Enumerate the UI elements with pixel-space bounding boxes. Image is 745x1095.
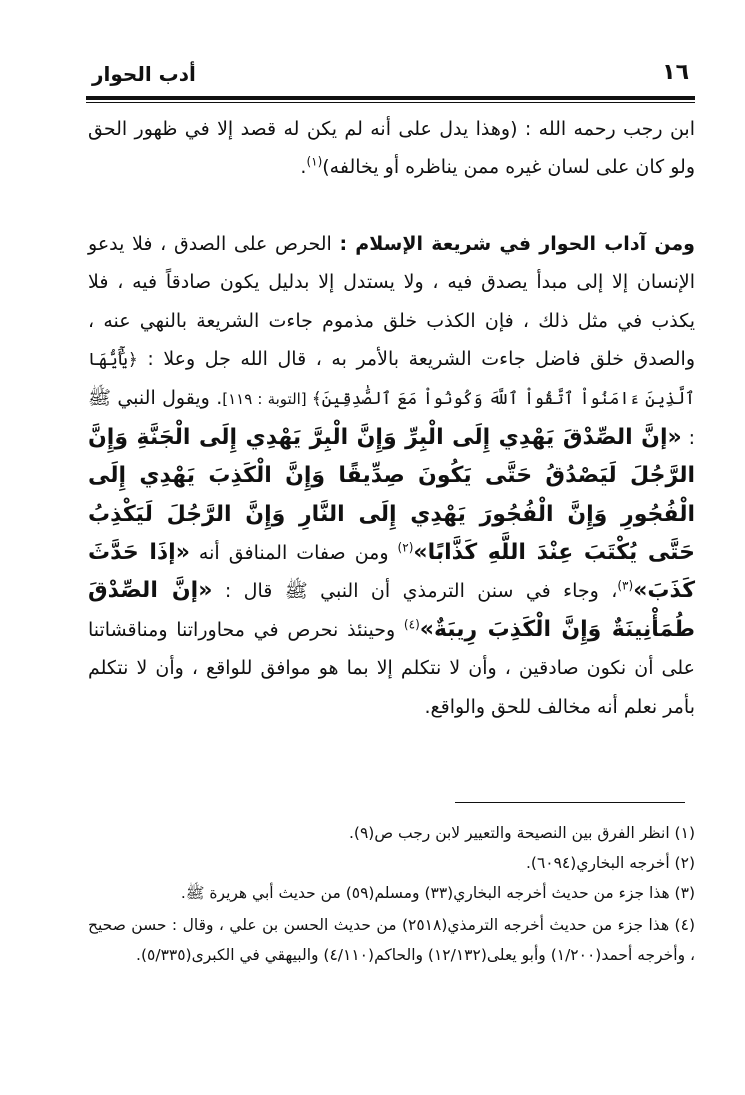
paragraph-2-part-e: وحينئذ نحرص في محاوراتنا ومناقشاتنا على أن نكون صادقين ، وأن لا نتكلم إلا بما هو موافق للواقع ، وأن لا نتكلم بأمر نعلم أنه مخالف للحق والواقع. — [88, 618, 695, 718]
header-rule-thin — [86, 102, 695, 103]
footnote-ref-3: (٣) — [617, 579, 634, 594]
paragraph-1-end: . — [300, 156, 307, 179]
paragraph-1 — [88, 110, 695, 187]
paragraph-2-part-a: الحرص على الصدق ، فلا يدعو الإنسان إلا إلى مبدأ يصدق فيه ، ولا يستدل إلا بدليل يكون صادقاً فيه ، فلا يكذب في مثل ذلك ، فإن الكذب خلق مذموم جاءت الشريعة بالنهي عنه ، والصدق خلق فاضل جاءت الشريعة بالأمر به ، قال الله جل وعلا : — [88, 232, 695, 371]
hadith-3: «إنَّ الصِّدْقَ طُمَأْنِينَةٌ وَإِنَّ الْكَذِبَ رِيبَةٌ» — [88, 578, 695, 642]
footnote-2: (٢) أخرجه البخاري(٦٠٩٤). — [525, 854, 695, 872]
paragraph-2-part-b: . ويقول النبي ﷺ : — [88, 387, 695, 449]
paragraph-2-part-c: ومن صفات المنافق أنه — [189, 542, 398, 565]
paragraph-2 — [88, 225, 695, 726]
paragraph-1-text: ابن رجب رحمه الله : (وهذا يدل على أنه لم يكن له قصد إلا في ظهور الحق ولو كان على لسان غيره ممن يناظره أو يخالفه) — [88, 118, 695, 179]
hadith-2: «إذَا حَدَّثَ كَذَبَ» — [88, 540, 696, 604]
section-lead: ومن آداب الحوار في شريعة الإسلام : — [339, 232, 695, 255]
footnotes — [88, 818, 695, 970]
running-title: أدب الحوار — [92, 62, 196, 86]
paragraph-2-part-d: ، وجاء في سنن الترمذي أن النبي ﷺ قال : — [212, 580, 618, 603]
page-number: ١٦ — [662, 60, 689, 85]
body-text — [88, 110, 695, 726]
quran-reference: [التوبة : ١١٩] — [222, 390, 312, 409]
footnote-3: (٣) هذا جزء من حديث أخرجه البخاري(٣٣) ومسلم(٥٩) من حديث أبي هريرة ﷺ. — [180, 884, 695, 902]
footnote-1: (١) انظر الفرق بين النصيحة والتعيير لابن رجب ص(٩). — [348, 824, 695, 842]
quran-verse: ﴿يَٰٓأَيُّهَا ٱلَّذِينَ ءَامَنُواْ ٱتَّقُواْ ٱللَّهَ وَكُونُواْ مَعَ ٱلصَّٰدِقِينَ﴾ — [88, 350, 695, 410]
footnote-ref-1: (١) — [306, 155, 323, 170]
hadith-1: «إنَّ الصِّدْقَ يَهْدِي إِلَى الْبِرِّ وَإِنَّ الْبِرَّ يَهْدِي إِلَى الْجَنَّةِ وَإِنَّ الرَّجُلَ لَيَصْدُقُ حَتَّى يَكُونَ صِدِّيقًا وَإِنَّ الْكَذِبَ يَهْدِي إِلَى الْفُجُورِ وَإِنَّ الْفُجُورَ يَهْدِي إِلَى النَّارِ وَإِنَّ الرَّجُلَ لَيَكْذِبُ حَتَّى يُكْتَبَ عِنْدَ اللَّهِ كَذَّابًا» — [88, 424, 695, 566]
page-header — [86, 60, 695, 96]
header-rule-thick — [86, 96, 695, 100]
footnote-separator — [455, 802, 685, 803]
footnote-ref-2: (٢) — [397, 540, 414, 555]
footnote-4: (٤) هذا جزء من حديث أخرجه الترمذي(٢٥١٨) من حديث الحسن بن علي ، وقال : حسن صحيح ، وأخرجه أحمد(١/٢٠٠) وأبو يعلى(١٢/١٣٢) والحاكم(٤/١١٠) والبيهقي في الكبرى(٥/٣٣٥). — [88, 916, 695, 964]
footnote-ref-4: (٤) — [403, 617, 420, 632]
